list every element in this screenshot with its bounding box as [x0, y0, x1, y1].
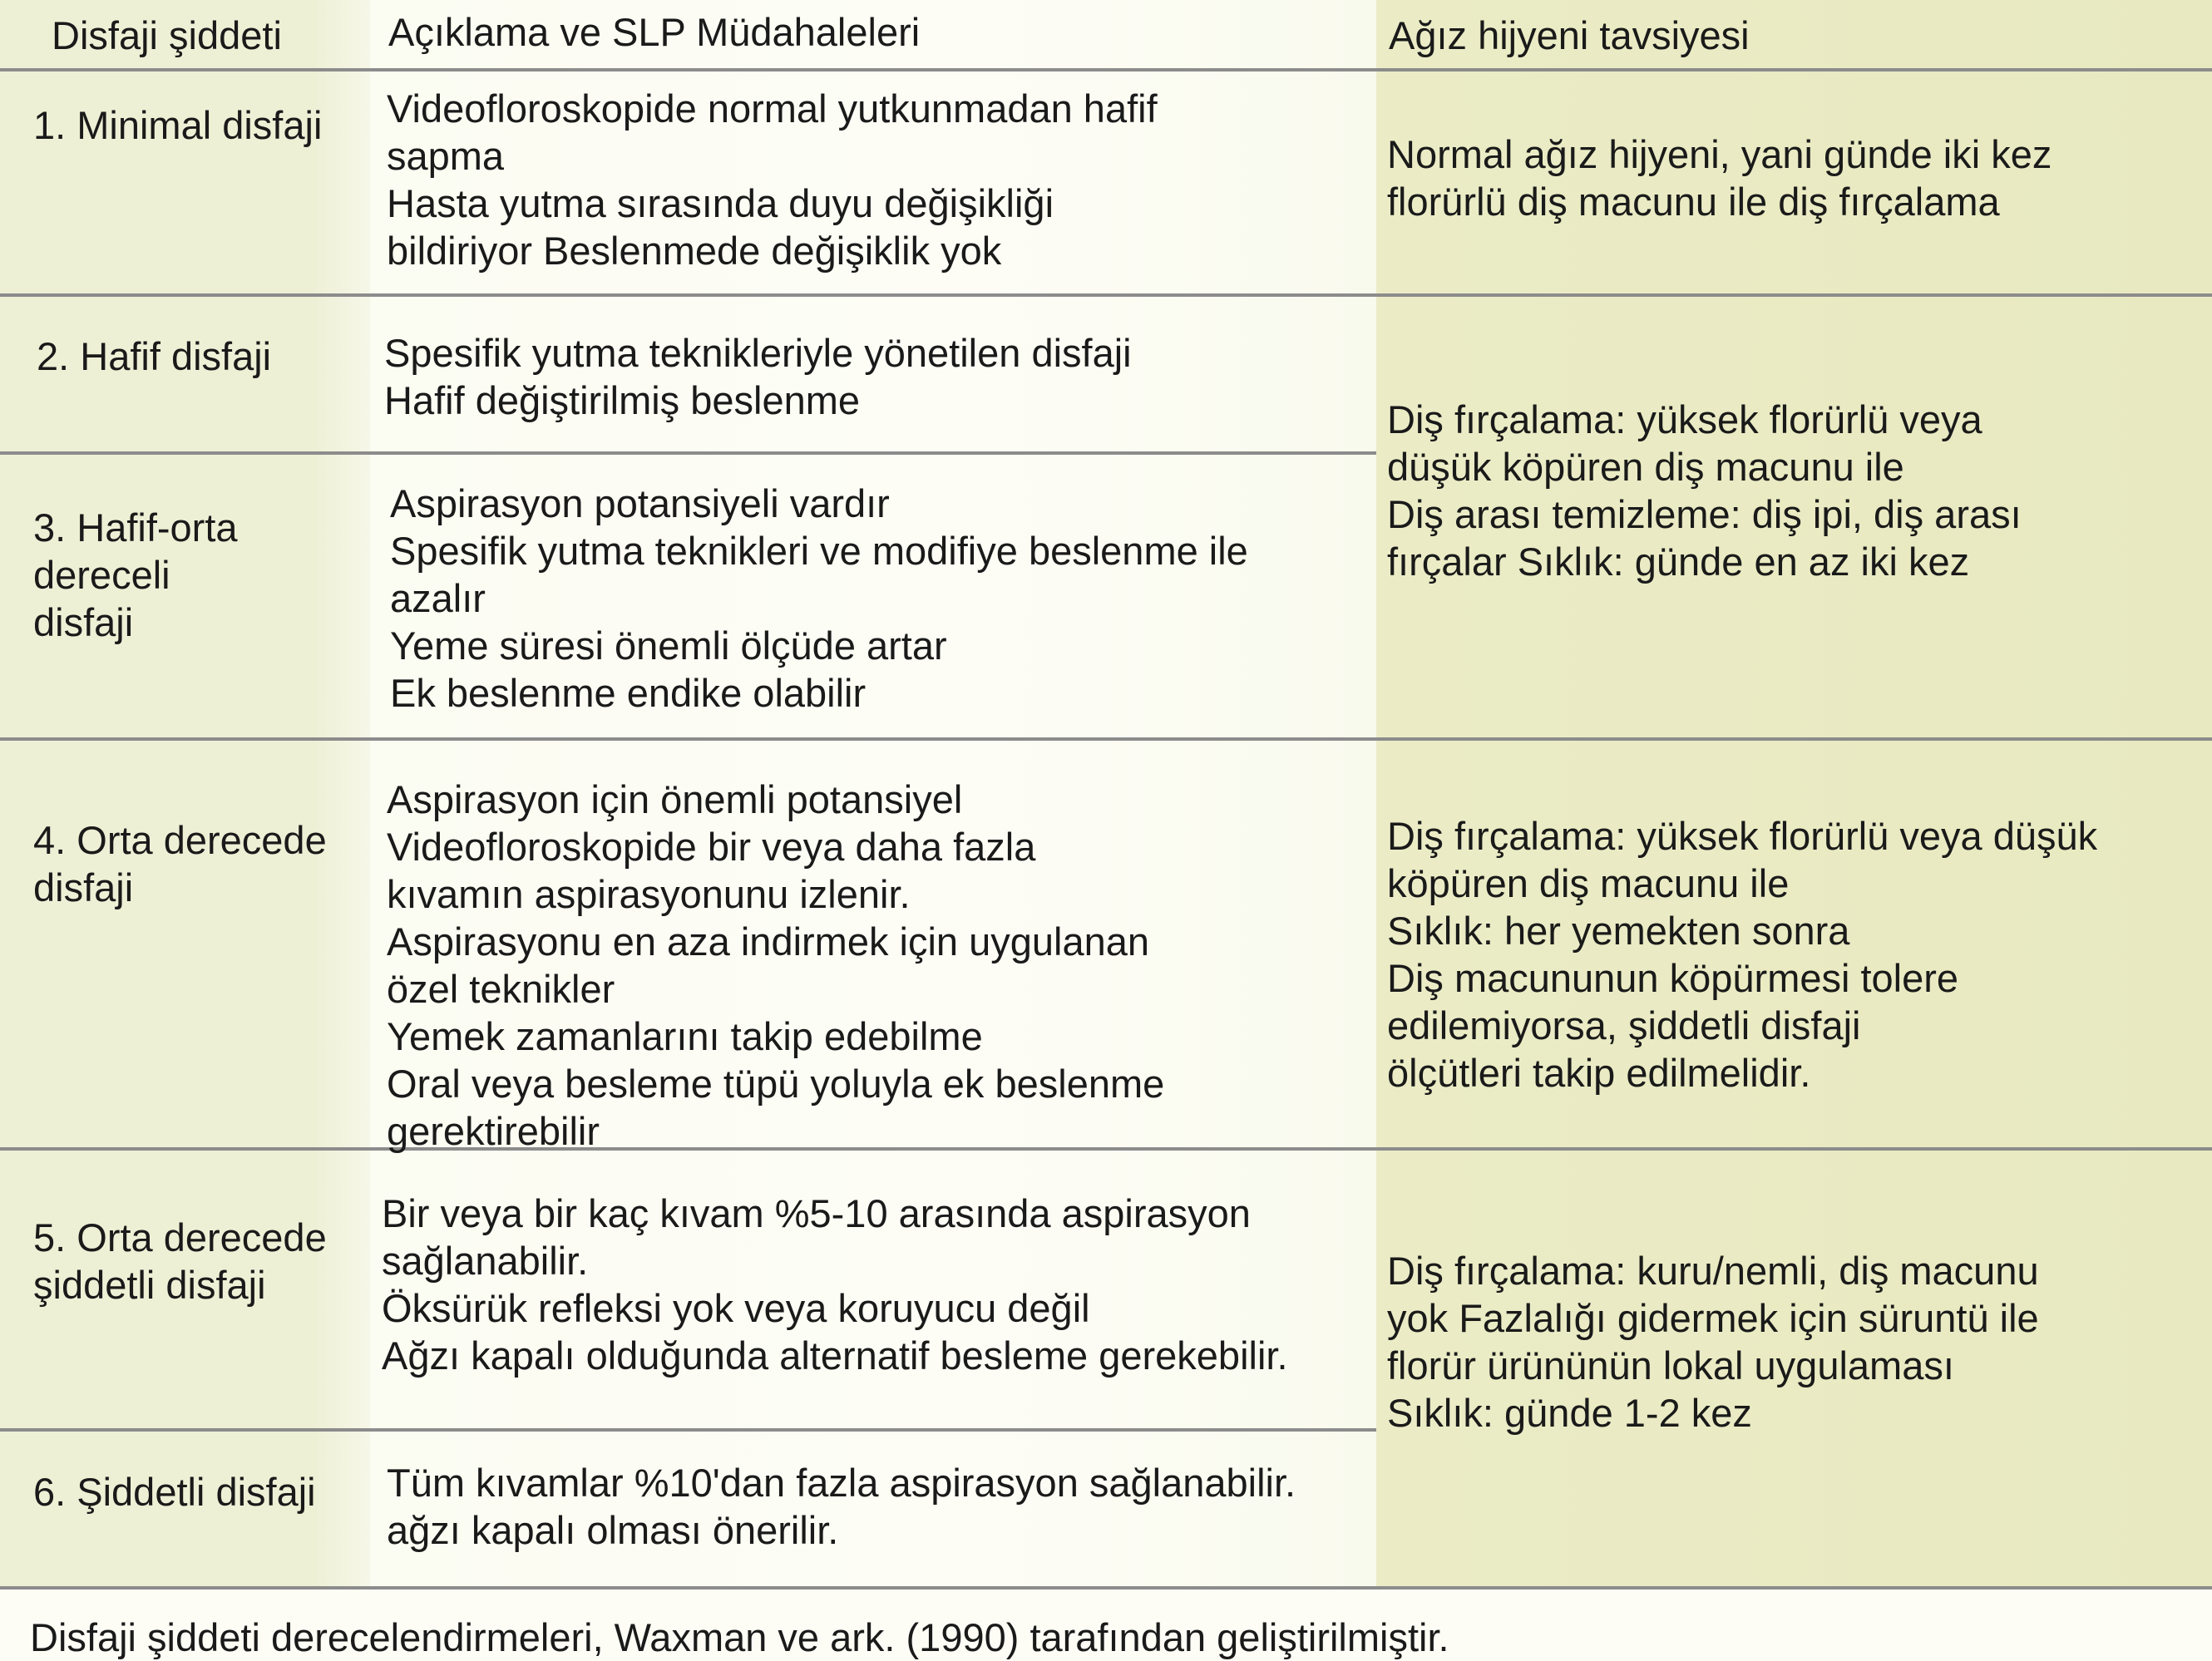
row4-hygiene: Diş fırçalama: yüksek florürlü veya düşük köpüren diş macunu ile Sıklık: her yemekten sonra Diş macununun köpürmesi tolere edilemiyorsa, şiddetli disfaji ölçütleri takip edilmelidir. [1387, 814, 2098, 1095]
row1-hygiene: Normal ağız hijyeni, yani günde iki kez florürlü diş macunu ile diş fırçalama [1387, 132, 2052, 224]
row5-6-hygiene: Diş fırçalama: kuru/nemli, diş macunu yok Fazlalığı gidermek için süruntü ile florür ürününün lokal uygulaması Sıklık: günde 1-2 kez [1387, 1249, 2039, 1435]
row5-severity: 5. Orta derecede şiddetli disfaji [33, 1215, 327, 1307]
row-divider-5 [0, 1428, 1376, 1432]
severity-column-bg [0, 0, 370, 1588]
row-divider-3 [0, 737, 2212, 741]
source-note: Disfaji şiddeti derecelendirmeleri, Waxman ve ark. (1990) tarafından geliştirilmiştir. [30, 1615, 1449, 1659]
row1-description: Videofloroskopide normal yutkunmadan hafif sapma Hasta yutma sırasında duyu değişikliği bildiriyor Beslenmede değişiklik yok [387, 86, 1158, 273]
row4-severity: 4. Orta derecede disfaji [33, 818, 327, 909]
row-divider-1 [0, 293, 2212, 297]
header-hygiene: Ağız hijyeni tavsiyesi [1389, 13, 1750, 57]
row5-description: Bir veya bir kaç kıvam %5-10 arasında aspirasyon sağlanabilir. Öksürük refleksi yok veya koruyucu değil Ağzı kapalı olduğunda alternatif besleme gerekebilir. [382, 1191, 1288, 1378]
footer-divider [0, 1586, 2212, 1590]
row6-severity: 6. Şiddetli disfaji [33, 1470, 316, 1514]
header-description: Açıklama ve SLP Müdahaleleri [388, 10, 921, 54]
row3-severity: 3. Hafif-orta dereceli disfaji [33, 505, 238, 644]
row2-severity: 2. Hafif disfaji [37, 334, 272, 378]
row-divider-2 [0, 451, 1376, 455]
row1-severity: 1. Minimal disfaji [33, 103, 323, 147]
header-severity: Disfaji şiddeti [52, 13, 282, 57]
row2-3-hygiene: Diş fırçalama: yüksek florürlü veya düşük köpüren diş macunu ile Diş arası temizleme: diş ipi, diş arası fırçalar Sıklık: günde en az iki kez [1387, 397, 2022, 584]
row3-description: Aspirasyon potansiyeli vardır Spesifik yutma teknikleri ve modifiye beslenme ile azalır Yeme süresi önemli ölçüde artar Ek beslenme endike olabilir [390, 481, 1248, 715]
header-divider [0, 68, 2212, 71]
row2-description: Spesifik yutma teknikleriyle yönetilen disfaji Hafif değiştirilmiş beslenme [384, 331, 1132, 422]
row6-description: Tüm kıvamlar %10'dan fazla aspirasyon sağlanabilir. ağzı kapalı olması önerilir. [387, 1461, 1296, 1552]
row4-description: Aspirasyon için önemli potansiyel Videofloroskopide bir veya daha fazla kıvamın aspirasyonunu izlenir. Aspirasyonu en aza indirmek için uygulanan özel teknikler Yemek zamanlarını takip edebilme Oral veya besleme tüpü yoluyla ek beslenme gerektirebilir [387, 777, 1165, 1153]
